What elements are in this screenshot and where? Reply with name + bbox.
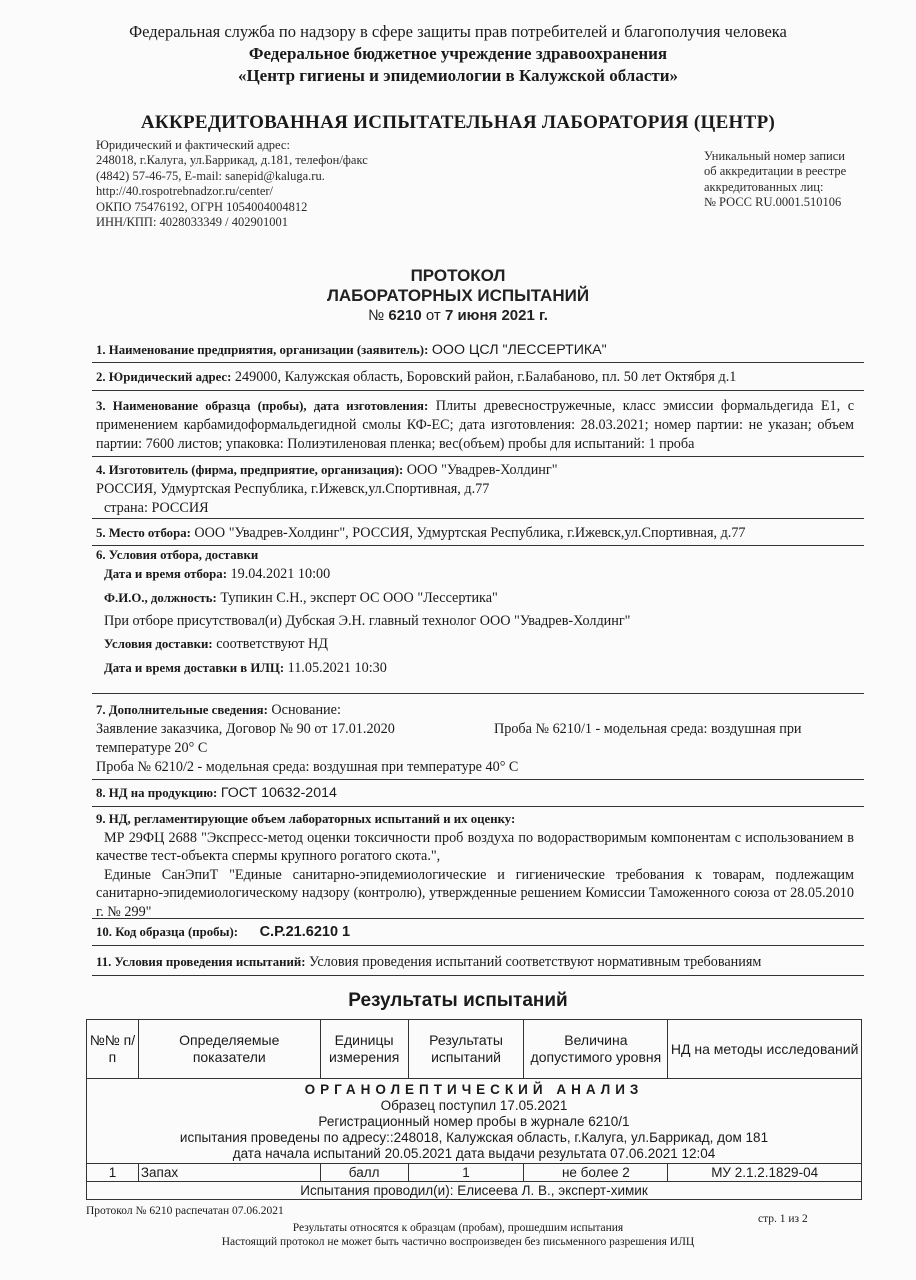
col-header-number: №№ п/п (87, 1020, 139, 1079)
present-persons: При отборе присутствовал(и) Дубская Э.Н. главный технолог ООО "Увадрев-Холдинг" (104, 613, 631, 629)
lab-name: АККРЕДИТОВАННАЯ ИСПЫТАТЕЛЬНАЯ ЛАБОРАТОРИЯ (ЦЕНТР) (140, 112, 776, 133)
col-header-units: Единицы измерения (320, 1020, 408, 1079)
table-row (87, 1164, 862, 1182)
section-label: 8. НД на продукцию: (96, 786, 218, 800)
address-line: ИНН/КПП: 4028033349 / 402901001 (96, 215, 289, 230)
cell-method: МУ 2.1.2.1829-04 (668, 1164, 862, 1182)
col-header-indicator: Определяемые показатели (138, 1020, 320, 1079)
section-label: 4. Изготовитель (фирма, предприятие, организация): (96, 463, 404, 477)
footer-page: стр. 1 из 2 (758, 1213, 808, 1225)
delivery-conditions: соответствуют НД (216, 636, 328, 652)
section-label: 5. Место отбора: (96, 526, 191, 540)
sample-2-info: Проба № 6210/2 - модельная среда: воздушная при температуре 40° С (96, 759, 519, 775)
protocol-title: ПРОТОКОЛ (410, 266, 506, 285)
table-header-row (87, 1020, 862, 1079)
section-value: 249000, Калужская область, Боровский район, г.Балабаново, пл. 50 лет Октября д.1 (234, 369, 737, 385)
manufacturer-address: РОССИЯ, Удмуртская Республика, г.Ижевск,ул.Спортивная, д.77 (96, 481, 490, 497)
section-label: 3. Наименование образца (пробы), дата изготовления: (96, 399, 429, 413)
delivery-date-label: Дата и время доставки в ИЛЦ: (104, 661, 285, 675)
address-line: 248018, г.Калуга, ул.Баррикад, д.181, телефон/факс (96, 153, 368, 168)
col-header-method: НД на методы исследований (668, 1020, 862, 1079)
section-10 (96, 923, 854, 942)
registry-line: об аккредитации в реестре (704, 164, 847, 179)
divider (92, 362, 864, 363)
info-line: дата начала испытаний 20.05.2021 дата выдачи результата 07.06.2021 12:04 (232, 1146, 716, 1161)
section-9 (96, 810, 854, 921)
analysis-type: ОРГАНОЛЕПТИЧЕСКИЙ АНАЛИЗ (304, 1082, 644, 1097)
cell-result: 1 (408, 1164, 524, 1182)
divider (92, 806, 864, 807)
section-3 (96, 397, 854, 454)
protocol-date: 7 июня 2021 г. (444, 307, 548, 324)
number-prefix: № (368, 307, 385, 324)
basis-label: Основание: (271, 702, 341, 718)
delivery-conditions-label: Условия доставки: (104, 637, 213, 651)
info-line: Регистрационный номер пробы в журнале 6210/1 (318, 1114, 630, 1129)
section-value: ООО ЦСЛ "ЛЕССЕРТИКА" (431, 342, 607, 358)
section-label: 10. Код образца (пробы): (96, 925, 239, 939)
registry-block (704, 149, 846, 211)
section-11 (96, 953, 854, 972)
sample-code: С.Р.21.6210 1 (259, 924, 351, 940)
sampling-date: 19.04.2021 10:00 (230, 566, 331, 582)
country-label: страна: (104, 500, 148, 516)
section-label: 9. НД, регламентирующие объем лабораторных испытаний и их оценку: (96, 812, 516, 826)
section-value: Условия проведения испытаний соответствуют нормативным требованиям (309, 954, 762, 970)
sampling-date-label: Дата и время отбора: (104, 567, 227, 581)
cell-number: 1 (87, 1164, 139, 1182)
conducted-by: Испытания проводил(и): Елисеева Л. В., эксперт-химик (87, 1182, 862, 1200)
address-line: ОКПО 75476192, ОГРН 1054004004812 (96, 199, 308, 214)
basis-contract: Заявление заказчика, Договор № 90 от 17.01.2020 (96, 721, 395, 737)
registry-line: Уникальный номер записи (704, 149, 845, 163)
table-info-row (87, 1079, 862, 1164)
section-1 (96, 341, 854, 360)
sample-1-info: Проба № 6210/1 - модельная среда: воздушная при (494, 721, 802, 737)
sampler-value: Тупикин С.Н., эксперт ОС ООО "Лессертика" (220, 590, 498, 606)
divider (92, 918, 864, 919)
section-label: 11. Условия проведения испытаний: (96, 955, 306, 969)
method-1: МР 29ФЦ 2688 "Экспресс-метод оценки токсичности проб воздуха по водорастворимым компонентам с использованием в качестве тест-объекта спермы крупного рогатого скота.", (96, 829, 854, 864)
divider (92, 693, 864, 694)
address-line: http://40.rospotrebnadzor.ru/center/ (96, 184, 274, 199)
section-7 (96, 701, 854, 777)
divider (92, 779, 864, 780)
section-value: Плиты древесностружечные, класс эмиссии формальдегида Е1, с применением карбамидоформальдегидной смолы КФ-ЕС; дата изготовления: 28.03.2021; номер партии: не указан; объем партии: 7600 листов; упаковка: Полиэтиленовая пленка; вес(объем) пробы для испытаний: 1 проба (96, 398, 854, 452)
footer-note-1: Результаты относятся к образцам (пробам), прошедшим испытания (292, 1222, 624, 1234)
registry-line: аккредитованных лиц: (704, 179, 824, 194)
footer-note-2: Настоящий протокол не может быть частично воспроизведен без письменного разрешения ИЛЦ (221, 1236, 695, 1248)
table-conducted-row (87, 1182, 862, 1200)
section-6 (96, 546, 854, 678)
sampler-label: Ф.И.О., должность: (104, 591, 217, 605)
results-table (86, 1019, 862, 1200)
divider (92, 518, 864, 519)
registry-line: № РОСС RU.0001.510106 (704, 195, 842, 210)
divider (92, 456, 864, 457)
protocol-number-line (0, 307, 916, 324)
info-line: Образец поступил 17.05.2021 (380, 1098, 568, 1113)
section-value: ООО "Увадрев-Холдинг" (406, 462, 558, 478)
section-5 (96, 524, 854, 543)
section-label: 1. Наименование предприятия, организации (заявитель): (96, 343, 429, 357)
footer-printed: Протокол № 6210 распечатан 07.06.2021 (86, 1205, 284, 1217)
cell-limit: не более 2 (524, 1164, 668, 1182)
date-prefix: от (425, 307, 441, 324)
address-block (96, 138, 368, 230)
section-label: 7. Дополнительные сведения: (96, 703, 268, 717)
section-value: ГОСТ 10632-2014 (220, 785, 337, 801)
protocol-subtitle: ЛАБОРАТОРНЫХ ИСПЫТАНИЙ (326, 286, 590, 305)
cell-units: балл (320, 1164, 408, 1182)
divider (92, 390, 864, 391)
section-value: ООО "Увадрев-Холдинг", РОССИЯ, Удмуртская Республика, г.Ижевск,ул.Спортивная, д.77 (194, 525, 746, 541)
divider (92, 945, 864, 946)
sample-1-temp: температуре 20° С (96, 740, 208, 756)
section-4 (96, 461, 854, 518)
delivery-date: 11.05.2021 10:30 (287, 660, 387, 676)
header-agency: Федеральная служба по надзору в сфере защиты прав потребителей и благополучия человека (129, 22, 787, 41)
header-center: «Центр гигиены и эпидемиологии в Калужской области» (237, 66, 679, 85)
protocol-number: 6210 (388, 307, 422, 324)
section-label: 2. Юридический адрес: (96, 370, 232, 384)
results-title: Результаты испытаний (348, 990, 568, 1011)
col-header-result: Результаты испытаний (408, 1020, 524, 1079)
divider (92, 975, 864, 976)
cell-indicator: Запах (138, 1164, 320, 1182)
section-8 (96, 784, 854, 803)
col-header-limit: Величина допустимого уровня (524, 1020, 668, 1079)
country-value: РОССИЯ (151, 500, 209, 516)
method-2: Единые СанЭпиТ "Единые санитарно-эпидемиологические и гигиенические требования к товарам, подлежащим санитарно-эпидемиологическому надзору (контролю), утвержденные решением Комиссии Таможенного союза от 28.05.2010 г. № 299" (96, 866, 854, 920)
section-label: 6. Условия отбора, доставки (96, 548, 259, 562)
header-institution: Федеральное бюджетное учреждение здравоохранения (248, 44, 668, 63)
address-line: (4842) 57-46-75, E-mail: sanepid@kaluga.ru. (96, 168, 325, 183)
address-line: Юридический и фактический адрес: (96, 138, 290, 152)
section-2 (96, 368, 854, 387)
info-line: испытания проведены по адресу::248018, Калужская область, г.Калуга, ул.Баррикад, дом 181 (179, 1130, 769, 1145)
